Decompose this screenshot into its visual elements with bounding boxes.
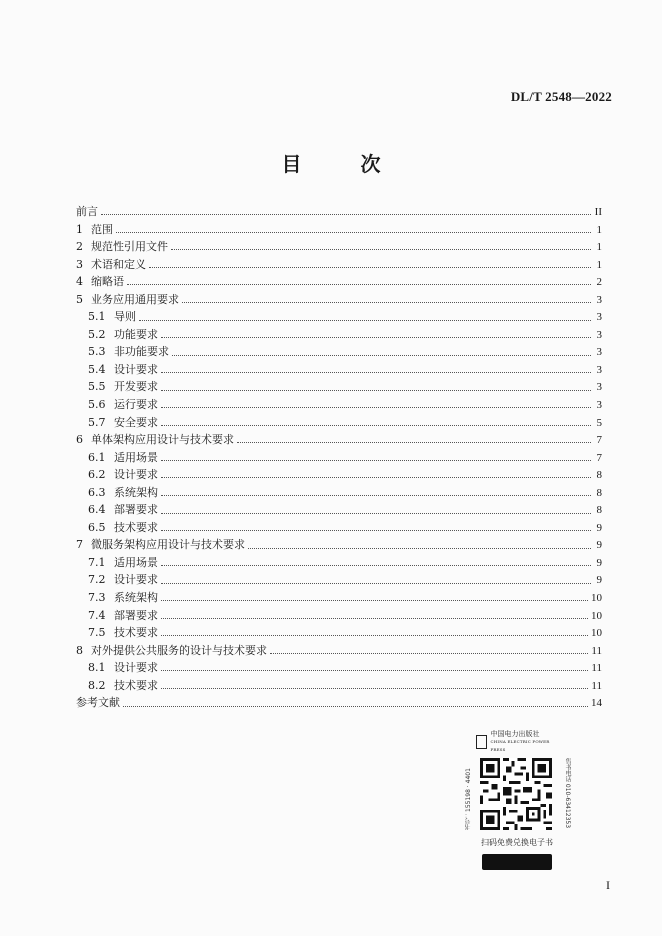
toc-entry-title: 技术要求	[114, 520, 158, 534]
toc-entry-number: 5.3	[88, 345, 106, 359]
toc-entry-title: 对外提供公共服务的设计与技术要求	[91, 643, 267, 657]
toc-entry[interactable]	[76, 343, 602, 361]
toc-entry[interactable]	[76, 308, 602, 326]
toc-entry-page: 3	[596, 399, 602, 412]
toc-leader-dots	[182, 302, 591, 303]
toc-entry-title: 导则	[114, 310, 136, 324]
toc-entry[interactable]	[76, 607, 602, 625]
toc-entry-title: 缩略语	[91, 275, 124, 289]
toc-entry[interactable]	[76, 554, 602, 572]
toc-leader-dots	[161, 530, 591, 531]
toc-entry-page: 9	[596, 521, 602, 534]
toc-leader-dots	[123, 706, 588, 707]
toc-entry-number: 7.2	[88, 573, 106, 587]
toc-entry-number: 6.4	[88, 503, 106, 517]
toc-entry-number: 6.5	[88, 520, 106, 534]
publisher-name-en: CHINA ELECTRIC POWER PRESS	[490, 739, 550, 752]
toc-entry-page: 3	[596, 293, 602, 306]
toc-entry[interactable]	[76, 659, 602, 677]
toc-entry-page: 3	[596, 363, 602, 376]
toc-entry-page: 3	[596, 346, 602, 359]
book-code: 书号：155198 · 4401	[465, 768, 472, 830]
toc-entry[interactable]	[76, 273, 602, 291]
toc-leader-dots	[161, 460, 591, 461]
toc-entry-number: 5.1	[88, 310, 106, 324]
toc-entry-title: 适用场景	[114, 555, 158, 569]
toc-leader-dots	[161, 670, 588, 671]
toc-entry-title: 技术要求	[114, 678, 158, 692]
toc-entry[interactable]	[76, 501, 602, 519]
toc-entry-title: 单体架构应用设计与技术要求	[91, 433, 234, 447]
toc-entry-page: 10	[591, 627, 602, 640]
toc-entry-number: 6	[76, 433, 83, 447]
toc-leader-dots	[161, 635, 588, 636]
toc-entry-page: 11	[591, 662, 602, 675]
toc-entry-title: 术语和定义	[91, 257, 146, 271]
page-title: 目 次	[281, 152, 407, 176]
toc-entry-number: 7	[76, 538, 83, 552]
toc-leader-dots	[161, 337, 591, 338]
toc-entry[interactable]	[76, 484, 602, 502]
toc-leader-dots	[171, 249, 591, 250]
toc-entry-number: 5.2	[88, 327, 106, 341]
toc-entry[interactable]	[76, 291, 602, 309]
toc-leader-dots	[127, 284, 591, 285]
toc-entry[interactable]	[76, 431, 602, 449]
table-of-contents	[76, 203, 602, 712]
toc-entry[interactable]	[76, 466, 602, 484]
toc-entry-title: 范围	[91, 222, 113, 236]
toc-entry-title: 设计要求	[114, 573, 158, 587]
toc-entry-page: 9	[596, 574, 602, 587]
toc-entry-number: 7.3	[88, 591, 106, 605]
toc-entry-number: 5.5	[88, 380, 106, 394]
toc-entry[interactable]	[76, 396, 602, 414]
toc-entry-number: 8	[76, 643, 83, 657]
toc-entry-number: 7.1	[88, 555, 106, 569]
qr-code-block	[465, 730, 571, 870]
toc-entry[interactable]	[76, 677, 602, 695]
toc-entry-page: 3	[596, 328, 602, 341]
toc-entry[interactable]	[76, 414, 602, 432]
toc-entry[interactable]	[76, 378, 602, 396]
toc-entry-title: 安全要求	[114, 415, 158, 429]
toc-leader-dots	[270, 653, 588, 654]
toc-entry-title: 系统架构	[114, 485, 158, 499]
toc-entry-number: 7.4	[88, 608, 106, 622]
toc-entry[interactable]	[76, 361, 602, 379]
publisher-logo	[476, 730, 562, 754]
toc-entry[interactable]	[76, 238, 602, 256]
toc-entry-number: 5.4	[88, 362, 106, 376]
toc-entry-page: 2	[596, 276, 602, 289]
toc-leader-dots	[161, 600, 588, 601]
toc-entry-title: 业务应用通用要求	[91, 292, 179, 306]
toc-entry[interactable]	[76, 536, 602, 554]
toc-entry-page: 11	[591, 644, 602, 657]
toc-entry-title: 开发要求	[114, 380, 158, 394]
toc-entry-number: 6.2	[88, 468, 106, 482]
toc-entry-title: 非功能要求	[114, 345, 169, 359]
toc-entry-title: 设计要求	[114, 661, 158, 675]
toc-leader-dots	[161, 513, 591, 514]
toc-entry-number: 6.3	[88, 485, 106, 499]
toc-leader-dots	[237, 442, 591, 443]
toc-entry-page: II	[594, 206, 602, 218]
page-number: I	[606, 878, 610, 892]
toc-entry-title: 前言	[76, 205, 98, 218]
toc-entry-title: 设计要求	[114, 468, 158, 482]
toc-entry[interactable]	[76, 624, 602, 642]
toc-entry-number: 4	[76, 275, 83, 289]
toc-entry-title: 运行要求	[114, 398, 158, 412]
toc-entry-title: 部署要求	[114, 503, 158, 517]
toc-leader-dots	[161, 618, 588, 619]
toc-leader-dots	[161, 477, 591, 478]
toc-entry[interactable]	[76, 519, 602, 537]
toc-entry-number: 6.1	[88, 450, 106, 464]
toc-entry-title: 参考文献	[76, 696, 120, 710]
toc-entry[interactable]	[76, 589, 602, 607]
toc-entry-page: 7	[596, 434, 602, 447]
toc-leader-dots	[161, 495, 591, 496]
publisher-name: 中国电力出版社	[490, 730, 540, 738]
toc-entry-number: 5.6	[88, 398, 106, 412]
toc-entry-number: 8.1	[88, 661, 106, 675]
toc-entry-title: 设计要求	[114, 362, 158, 376]
toc-entry-title: 规范性引用文件	[91, 240, 168, 254]
toc-leader-dots	[161, 372, 591, 373]
toc-leader-dots	[161, 390, 591, 391]
toc-entry-title: 微服务架构应用设计与技术要求	[91, 538, 245, 552]
toc-entry[interactable]	[76, 326, 602, 344]
publisher-emblem-icon	[476, 735, 487, 749]
toc-leader-dots	[172, 355, 591, 356]
toc-entry-number: 5.7	[88, 415, 106, 429]
toc-entry-page: 3	[596, 381, 602, 394]
toc-leader-dots	[101, 214, 591, 215]
toc-entry-page: 10	[591, 609, 602, 622]
toc-entry[interactable]	[76, 449, 602, 467]
toc-leader-dots	[161, 688, 588, 689]
toc-leader-dots	[116, 232, 591, 233]
toc-leader-dots	[161, 407, 591, 408]
toc-entry[interactable]	[76, 694, 602, 712]
toc-entry-page: 14	[591, 697, 602, 710]
toc-entry-number: 7.5	[88, 626, 106, 640]
toc-entry[interactable]	[76, 642, 602, 660]
toc-entry-title: 功能要求	[114, 327, 158, 341]
toc-entry-page: 8	[596, 469, 602, 482]
toc-entry-page: 10	[591, 592, 602, 605]
toc-entry[interactable]	[76, 571, 602, 589]
toc-leader-dots	[149, 267, 591, 268]
toc-leader-dots	[139, 320, 591, 321]
toc-entry-page: 11	[591, 679, 602, 692]
toc-entry-title: 系统架构	[114, 591, 158, 605]
toc-entry[interactable]	[76, 221, 602, 239]
redacted-code-bar	[482, 854, 552, 870]
qr-code-icon[interactable]	[480, 758, 552, 830]
toc-entry-number: 3	[76, 257, 83, 271]
toc-entry-number: 1	[76, 222, 83, 236]
toc-entry[interactable]	[76, 203, 602, 221]
toc-leader-dots	[161, 565, 591, 566]
toc-leader-dots	[161, 583, 591, 584]
toc-entry-page: 1	[596, 223, 602, 236]
toc-entry-number: 8.2	[88, 678, 106, 692]
toc-entry-page: 5	[596, 416, 602, 429]
toc-leader-dots	[248, 548, 591, 549]
toc-entry-page: 7	[596, 451, 602, 464]
toc-entry-page: 1	[596, 258, 602, 271]
toc-entry-page: 9	[596, 539, 602, 552]
toc-entry-page: 3	[596, 311, 602, 324]
toc-leader-dots	[161, 425, 591, 426]
toc-entry-number: 2	[76, 240, 83, 254]
toc-entry[interactable]	[76, 256, 602, 274]
toc-entry-title: 技术要求	[114, 626, 158, 640]
scan-instruction: 扫码免费兑换电子书	[481, 838, 553, 847]
standard-number: DL/T 2548—2022	[510, 89, 612, 104]
toc-entry-title: 适用场景	[114, 450, 158, 464]
toc-entry-page: 1	[596, 241, 602, 254]
toc-entry-page: 8	[596, 504, 602, 517]
sales-phone: 售书电话 010-63412353	[564, 758, 571, 829]
toc-entry-title: 部署要求	[114, 608, 158, 622]
toc-entry-number: 5	[76, 292, 83, 306]
toc-entry-page: 9	[596, 556, 602, 569]
toc-entry-page: 8	[596, 486, 602, 499]
